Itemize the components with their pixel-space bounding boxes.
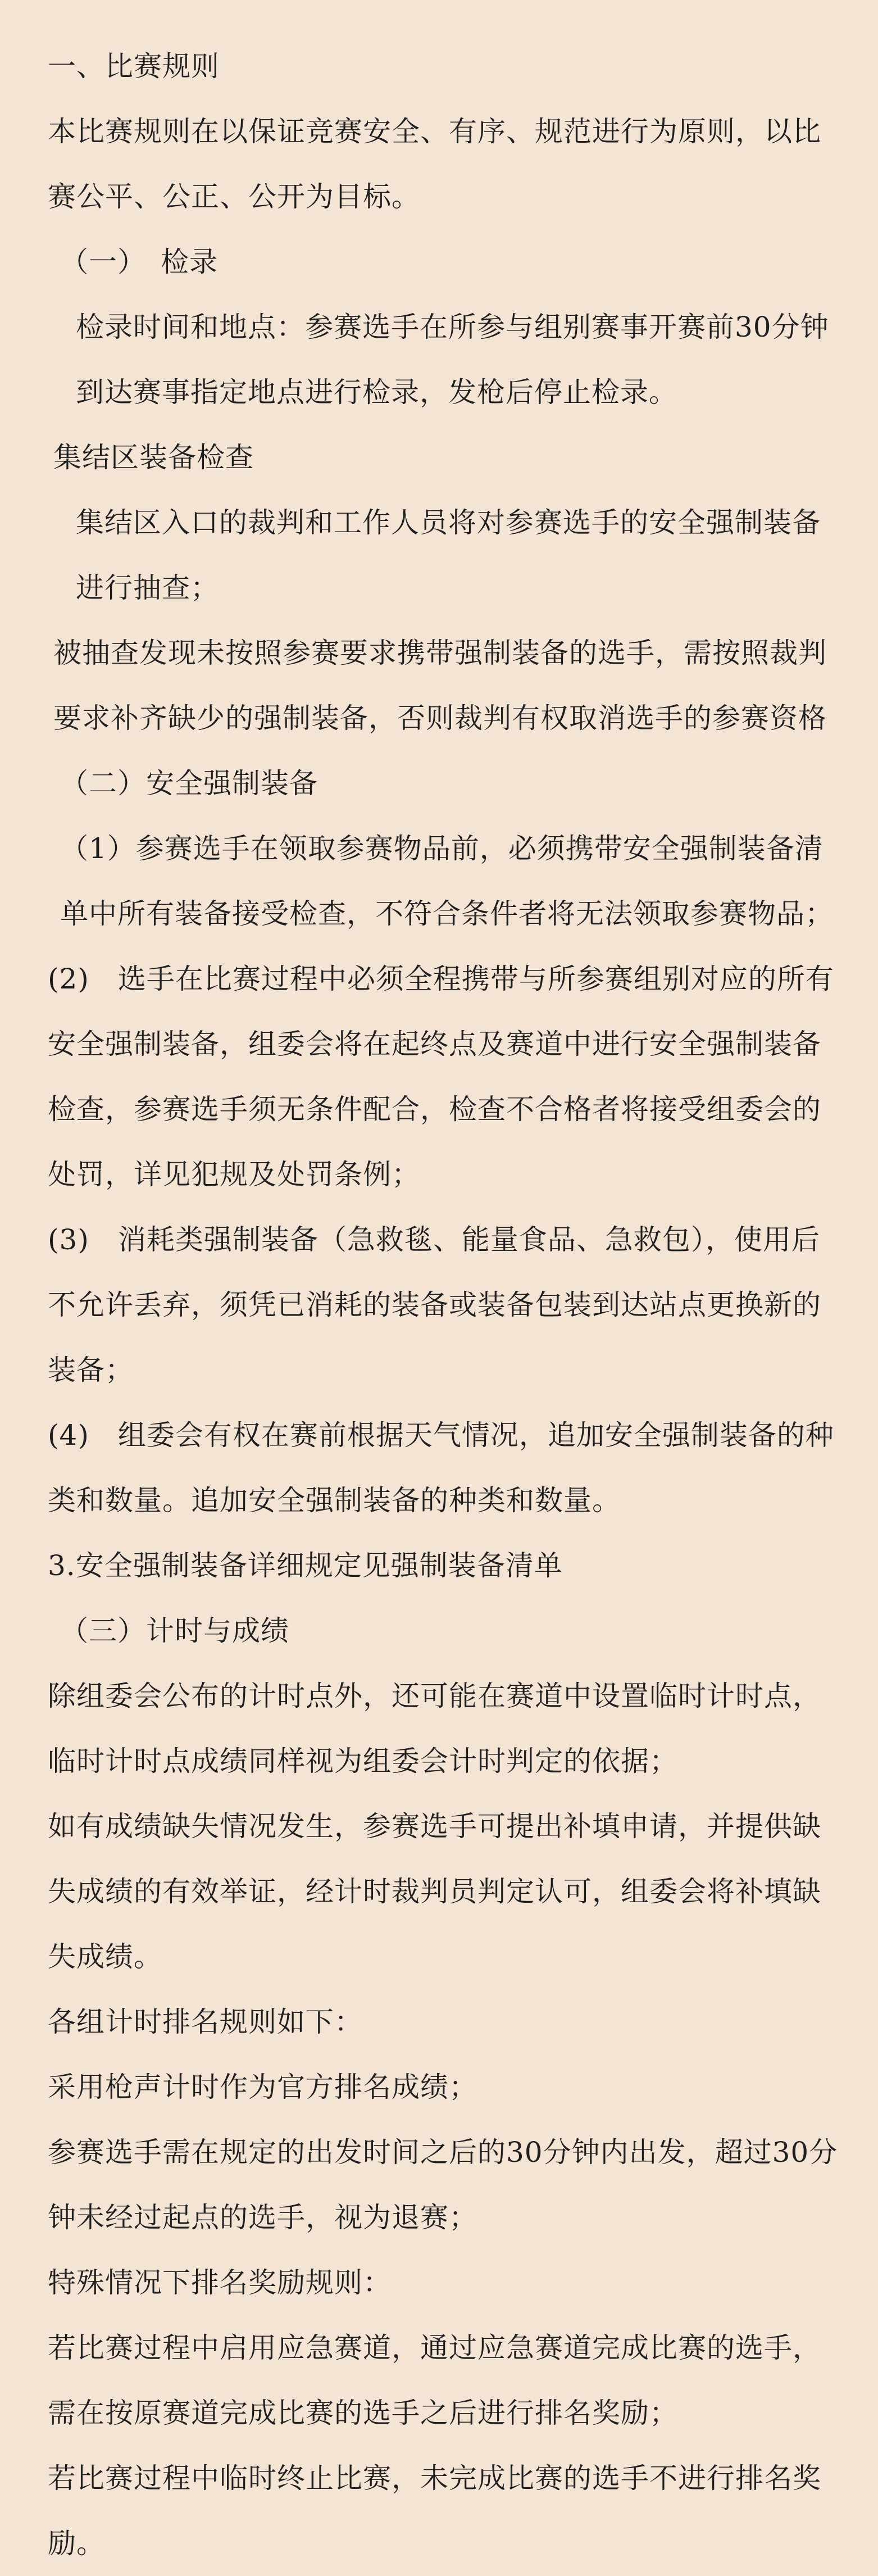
subsection-heading: （二）安全强制装备	[60, 767, 318, 800]
subsection-heading: （一） 检录	[60, 246, 218, 278]
subsection-heading: 集结区装备检查	[53, 441, 254, 474]
body-paragraph: 特殊情况下排名奖励规则：	[48, 2266, 392, 2299]
body-paragraph: 各组计时排名规则如下：	[48, 2006, 363, 2038]
body-paragraph: 3.安全强制装备详细规定见强制装备清单	[48, 1549, 563, 1582]
list-item: (4) 组委会有权在赛前根据天气情况，追加安全强制装备的种类和数量。追加安全强制装备的种类和数量。	[48, 1419, 834, 1517]
body-paragraph: 若比赛过程中启用应急赛道，通过应急赛道完成比赛的选手，需在按原赛道完成比赛的选手之后进行排名奖励；	[48, 2332, 821, 2429]
body-paragraph: 被抽查发现未按照参赛要求携带强制装备的选手，需按照裁判要求补齐缺少的强制装备，否则裁判有权取消选手的参赛资格	[53, 637, 827, 734]
list-item: （1）参赛选手在领取参赛物品前，必须携带安全强制装备清单中所有装备接受检查，不符合条件者将无法领取参赛物品；	[60, 832, 834, 930]
body-paragraph: 如有成绩缺失情况发生，参赛选手可提出补填申请，并提供缺失成绩的有效举证，经计时裁判员判定认可，组委会将补填缺失成绩。	[48, 1810, 821, 1973]
subsection-heading: （三）计时与成绩	[60, 1614, 289, 1647]
list-item: (3) 消耗类强制装备（急救毯、能量食品、急救包），使用后不允许丢弃，须凭已消耗的装备或装备包装到达站点更换新的装备；	[48, 1223, 821, 1386]
intro-paragraph: 本比赛规则在以保证竞赛安全、有序、规范进行为原则，以比赛公平、公正、公开为目标。	[48, 115, 821, 213]
body-paragraph: 采用枪声计时作为官方排名成绩；	[48, 2071, 477, 2103]
body-paragraph: 集结区入口的裁判和工作人员将对参赛选手的安全强制装备进行抽查；	[76, 506, 821, 604]
body-paragraph: 检录时间和地点：参赛选手在所参与组别赛事开赛前30分钟到达赛事指定地点进行检录，发枪后停止检录。	[76, 311, 829, 409]
body-paragraph: 除组委会公布的计时点外，还可能在赛道中设置临时计时点，临时计时点成绩同样视为组委会计时判定的依据；	[48, 1680, 821, 1777]
section-heading: 一、比赛规则	[48, 50, 220, 83]
list-item: (2) 选手在比赛过程中必须全程携带与所参赛组别对应的所有安全强制装备，组委会将在起终点及赛道中进行安全强制装备检查，参赛选手须无条件配合，检查不合格者将接受组委会的处罚，详见犯规及处罚条例；	[48, 963, 834, 1191]
body-paragraph: 参赛选手需在规定的出发时间之后的30分钟内出发，超过30分钟未经过起点的选手，视为退赛；	[48, 2136, 838, 2234]
body-paragraph: 若比赛过程中临时终止比赛，未完成比赛的选手不进行排名奖励。	[48, 2462, 821, 2560]
